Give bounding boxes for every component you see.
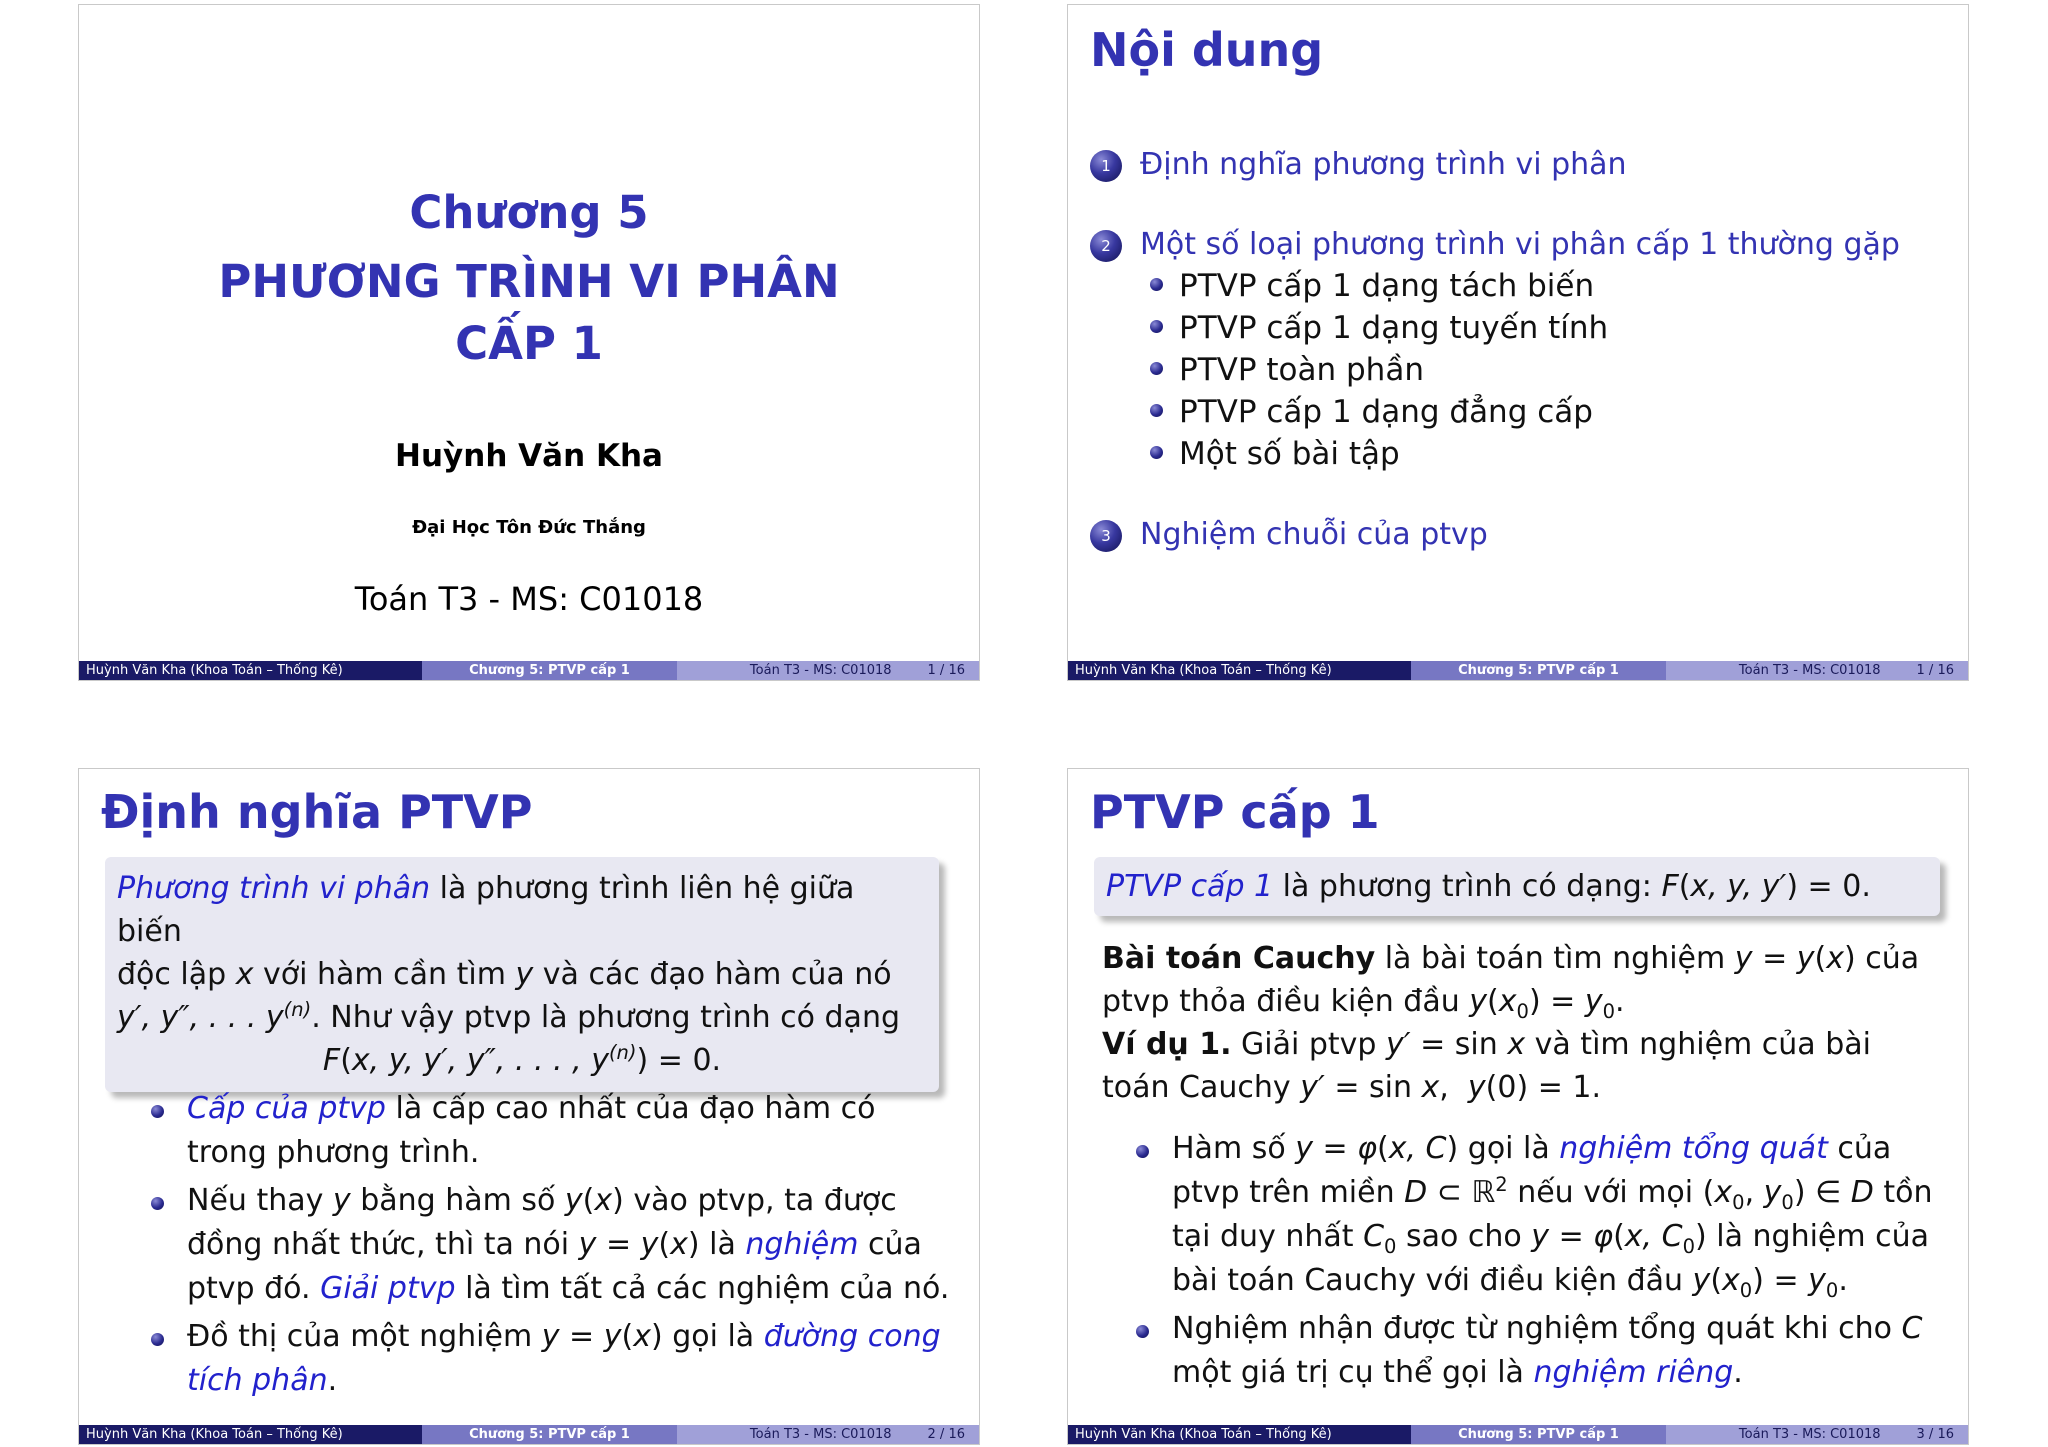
toc-subsection[interactable]: PTVP toàn phần [1150,352,1424,388]
footer [79,1425,979,1444]
slide-title [78,4,980,681]
bullet-icon [151,1105,164,1118]
frame-title: Định nghĩa PTVP [101,785,533,839]
footer-course-page [677,1425,979,1444]
footer-page: 1 / 16 [927,663,965,678]
definition-line2: độc lập x với hàm cần tìm y và các đạo hàm của nó [117,957,892,992]
definition-formula: F(x, y, y′, y″, . . . , $y^{(n)}) = 0$. [322,1041,722,1078]
slide-definition [78,768,980,1445]
footer [79,661,979,680]
bullet-item: Nếu thay y bằng hàm số y(x) vào ptvp, ta được đồng nhất thức, thì ta nói y = y(x) là nghiệm của ptvp đó. Giải ptvp là tìm tất cả các nghiệm của nó. [151,1179,951,1311]
bullet-item: Hàm số y = φ(x, C) gọi là nghiệm tổng quát của ptvp trên miền D ⊂ ℝ$^2$ nếu với mọi ($x_0$, $y_0$) ∈ D tồn tại duy nhất $C_0$ sao cho y = φ(x, $C_0$) là nghiệm của bài toán Cauchy với điều kiện đầu $y(x_0) = y_0$. [1136,1127,1936,1303]
chapter-title-line1: Chương 5 [409,186,649,239]
footer [1068,661,1968,680]
footer-course: Toán T3 - MS: C01018 [1738,663,1881,678]
bullet-icon [1150,362,1163,375]
definition-line3: y′, y″, . . . $y^{(n)}$. Như vậy ptvp là phương trình có dạng [117,998,900,1035]
bullet-list [151,1087,951,1407]
bullet-icon [1150,320,1163,333]
bullet-icon [151,1197,164,1210]
footer-page: 2 / 16 [927,1427,965,1442]
definition-line1: Phương trình vi phân là phương trình liên hệ giữa biến [117,871,855,949]
footer-chapter: Chương 5: PTVP cấp 1 [422,661,677,680]
institution: Đại Học Tôn Đức Thắng [412,517,646,538]
author-name: Huỳnh Văn Kha [395,438,663,474]
footer-chapter: Chương 5: PTVP cấp 1 [1411,1425,1666,1444]
def-term: Phương trình vi phân [117,871,431,906]
bullet-icon [1150,404,1163,417]
footer-course: Toán T3 - MS: C01018 [749,663,892,678]
bullet-icon [1136,1325,1149,1338]
frame-title: PTVP cấp 1 [1090,785,1380,839]
cauchy-paragraph: Bài toán Cauchy là bài toán tìm nghiệm y = y(x) của ptvp thỏa điều kiện đầu $y(x_0) = y_0$. Ví dụ 1. Giải ptvp y′ = sin x và tìm nghiệm của bài toán Cauchy y′ = sin x, y(0) = 1. [1102,941,1920,1105]
toc-subsection[interactable]: Một số bài tập [1150,436,1400,472]
bullet-item: Nghiệm nhận được từ nghiệm tổng quát khi cho C một giá trị cụ thể gọi là nghiệm riêng. [1136,1307,1936,1395]
footer-course-page [1666,661,1968,680]
footer-author: Huỳnh Văn Kha (Khoa Toán – Thống Kê) [79,661,422,680]
slide-first-order [1067,768,1969,1445]
bullet-icon [1150,278,1163,291]
section-number-ball-icon: 1 [1090,150,1122,182]
section-number-ball-icon: 3 [1090,520,1122,552]
bullet-icon [151,1333,164,1346]
bullet-item: Đồ thị của một nghiệm y = y(x) gọi là đường cong tích phân. [151,1315,951,1403]
footer-chapter: Chương 5: PTVP cấp 1 [422,1425,677,1444]
footer-page: 1 / 16 [1916,663,1954,678]
footer-course: Toán T3 - MS: C01018 [1738,1427,1881,1442]
footer-course-page [1666,1425,1968,1444]
bullet-list [1136,1127,1936,1399]
chapter-title-line3: CẤP 1 [455,317,603,370]
toc-subsection[interactable]: PTVP cấp 1 dạng tuyến tính [1150,310,1608,346]
frame-title: Nội dung [1090,23,1324,77]
toc-subsection[interactable]: PTVP cấp 1 dạng đẳng cấp [1150,394,1593,430]
toc-section-label: Định nghĩa phương trình vi phân [1140,147,1627,182]
bullet-icon [1150,446,1163,459]
slide-outline [1067,4,1969,681]
footer-author: Huỳnh Văn Kha (Khoa Toán – Thống Kê) [79,1425,422,1444]
definition-block: PTVP cấp 1 là phương trình có dạng: F(x, y, y′) = 0. [1094,857,1940,916]
toc-section-2[interactable] [1090,227,1900,262]
footer-author: Huỳnh Văn Kha (Khoa Toán – Thống Kê) [1068,1425,1411,1444]
footer-course: Toán T3 - MS: C01018 [749,1427,892,1442]
footer-chapter: Chương 5: PTVP cấp 1 [1411,661,1666,680]
toc-section-label: Nghiệm chuỗi của ptvp [1140,517,1488,552]
bullet-icon [1136,1145,1149,1158]
bullet-item: Cấp của ptvp là cấp cao nhất của đạo hàm có trong phương trình. [151,1087,951,1175]
chapter-title-line2: PHƯƠNG TRÌNH VI PHÂN [218,255,840,308]
definition-block [105,857,939,1092]
footer-course-page [677,661,979,680]
toc-subsection[interactable]: PTVP cấp 1 dạng tách biến [1150,268,1594,304]
footer-author: Huỳnh Văn Kha (Khoa Toán – Thống Kê) [1068,661,1411,680]
toc-section-3[interactable] [1090,517,1488,552]
toc-section-1[interactable] [1090,147,1627,182]
toc-section-label: Một số loại phương trình vi phân cấp 1 thường gặp [1140,227,1900,262]
footer [1068,1425,1968,1444]
course-code: Toán T3 - MS: C01018 [354,580,704,618]
section-number-ball-icon: 2 [1090,230,1122,262]
footer-page: 3 / 16 [1916,1427,1954,1442]
def-term: PTVP cấp 1 [1106,869,1274,904]
